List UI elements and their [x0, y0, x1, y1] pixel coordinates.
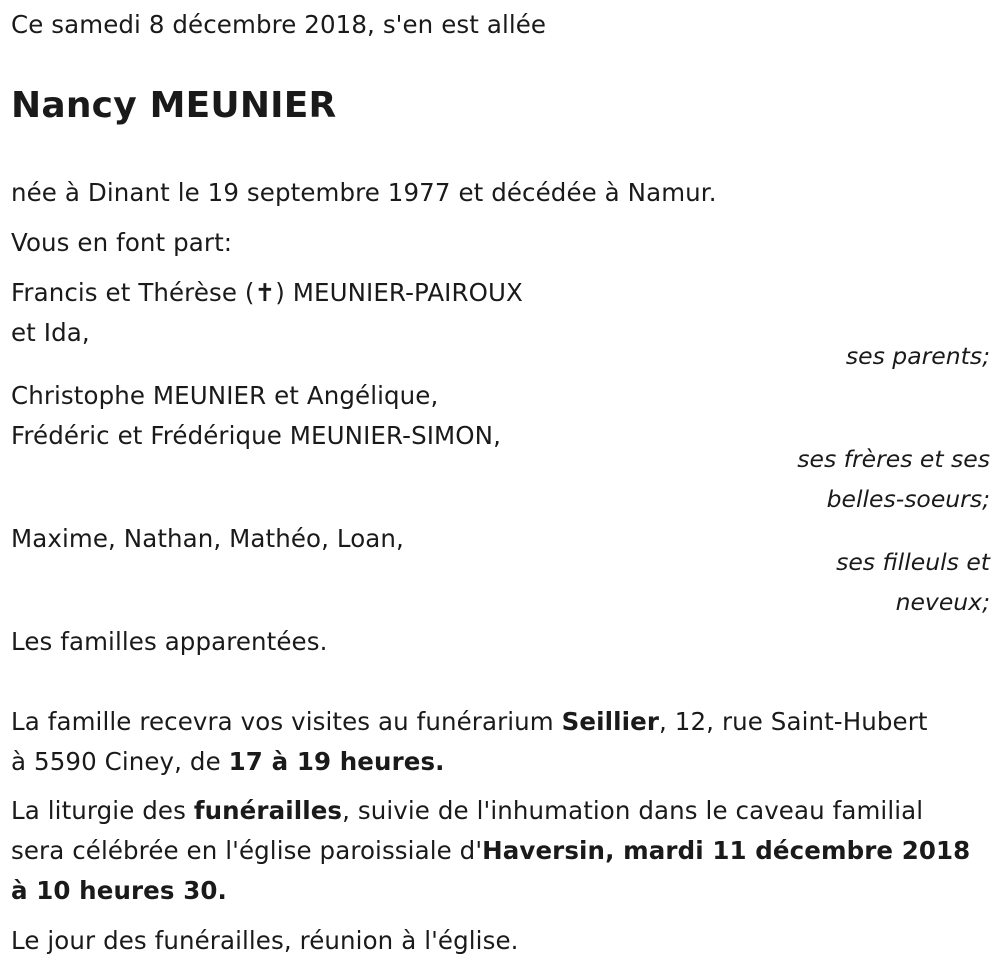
- visit-hours: 17 à 19 heures.: [228, 747, 445, 776]
- parents-role: ses parents;: [845, 342, 990, 370]
- funeral-line-2-start: sera célébrée en l'église paroissiale d': [11, 836, 483, 865]
- parents-line-2: et Ida,: [11, 318, 90, 347]
- birth-death-line: née à Dinant le 19 septembre 1977 et décédée à Namur.: [11, 178, 717, 207]
- opening-line: Ce samedi 8 décembre 2018, s'en est allée: [11, 10, 547, 39]
- funeral-line-1: [11, 796, 923, 826]
- funeral-word: funérailles: [193, 796, 343, 825]
- siblings-line-1: Christophe MEUNIER et Angélique,: [11, 381, 439, 410]
- godchildren-role-line-1: ses filleuls et: [836, 548, 990, 576]
- siblings-line-2: Frédéric et Frédérique MEUNIER-SIMON,: [11, 421, 501, 450]
- families-line: Les familles apparentées.: [11, 627, 328, 656]
- funeral-place-date: Haversin, mardi 11 décembre 2018: [482, 836, 971, 865]
- funeral-line-1-end: , suivie de l'inhumation dans le caveau familial: [342, 796, 924, 825]
- siblings-role-line-1: ses frères et ses: [797, 445, 990, 473]
- visits-line-1-start: La famille recevra vos visites au funérarium: [11, 707, 562, 736]
- godchildren-line-1: Maxime, Nathan, Mathéo, Loan,: [11, 524, 404, 553]
- announcement-line: Vous en font part:: [11, 228, 233, 257]
- funeral-time: à 10 heures 30.: [11, 876, 227, 905]
- closing-line: Le jour des funérailles, réunion à l'église.: [11, 926, 519, 955]
- siblings-role-line-2: belles-soeurs;: [826, 485, 990, 513]
- funeral-line-1-start: La liturgie des: [11, 796, 194, 825]
- visits-line-1: [11, 707, 928, 737]
- parents-line-1: Francis et Thérèse (✝) MEUNIER-PAIROUX: [11, 278, 523, 307]
- funeral-line-2: [11, 836, 970, 866]
- funeral-home-address: , 12, rue Saint-Hubert: [659, 707, 928, 736]
- visits-line-2-start: à 5590 Ciney, de: [11, 747, 229, 776]
- godchildren-role-line-2: neveux;: [895, 588, 990, 616]
- funeral-line-3: [11, 876, 227, 906]
- visits-line-2: [11, 747, 445, 777]
- funeral-home-name: Seillier: [561, 707, 660, 736]
- deceased-name: Nancy MEUNIER: [11, 85, 337, 126]
